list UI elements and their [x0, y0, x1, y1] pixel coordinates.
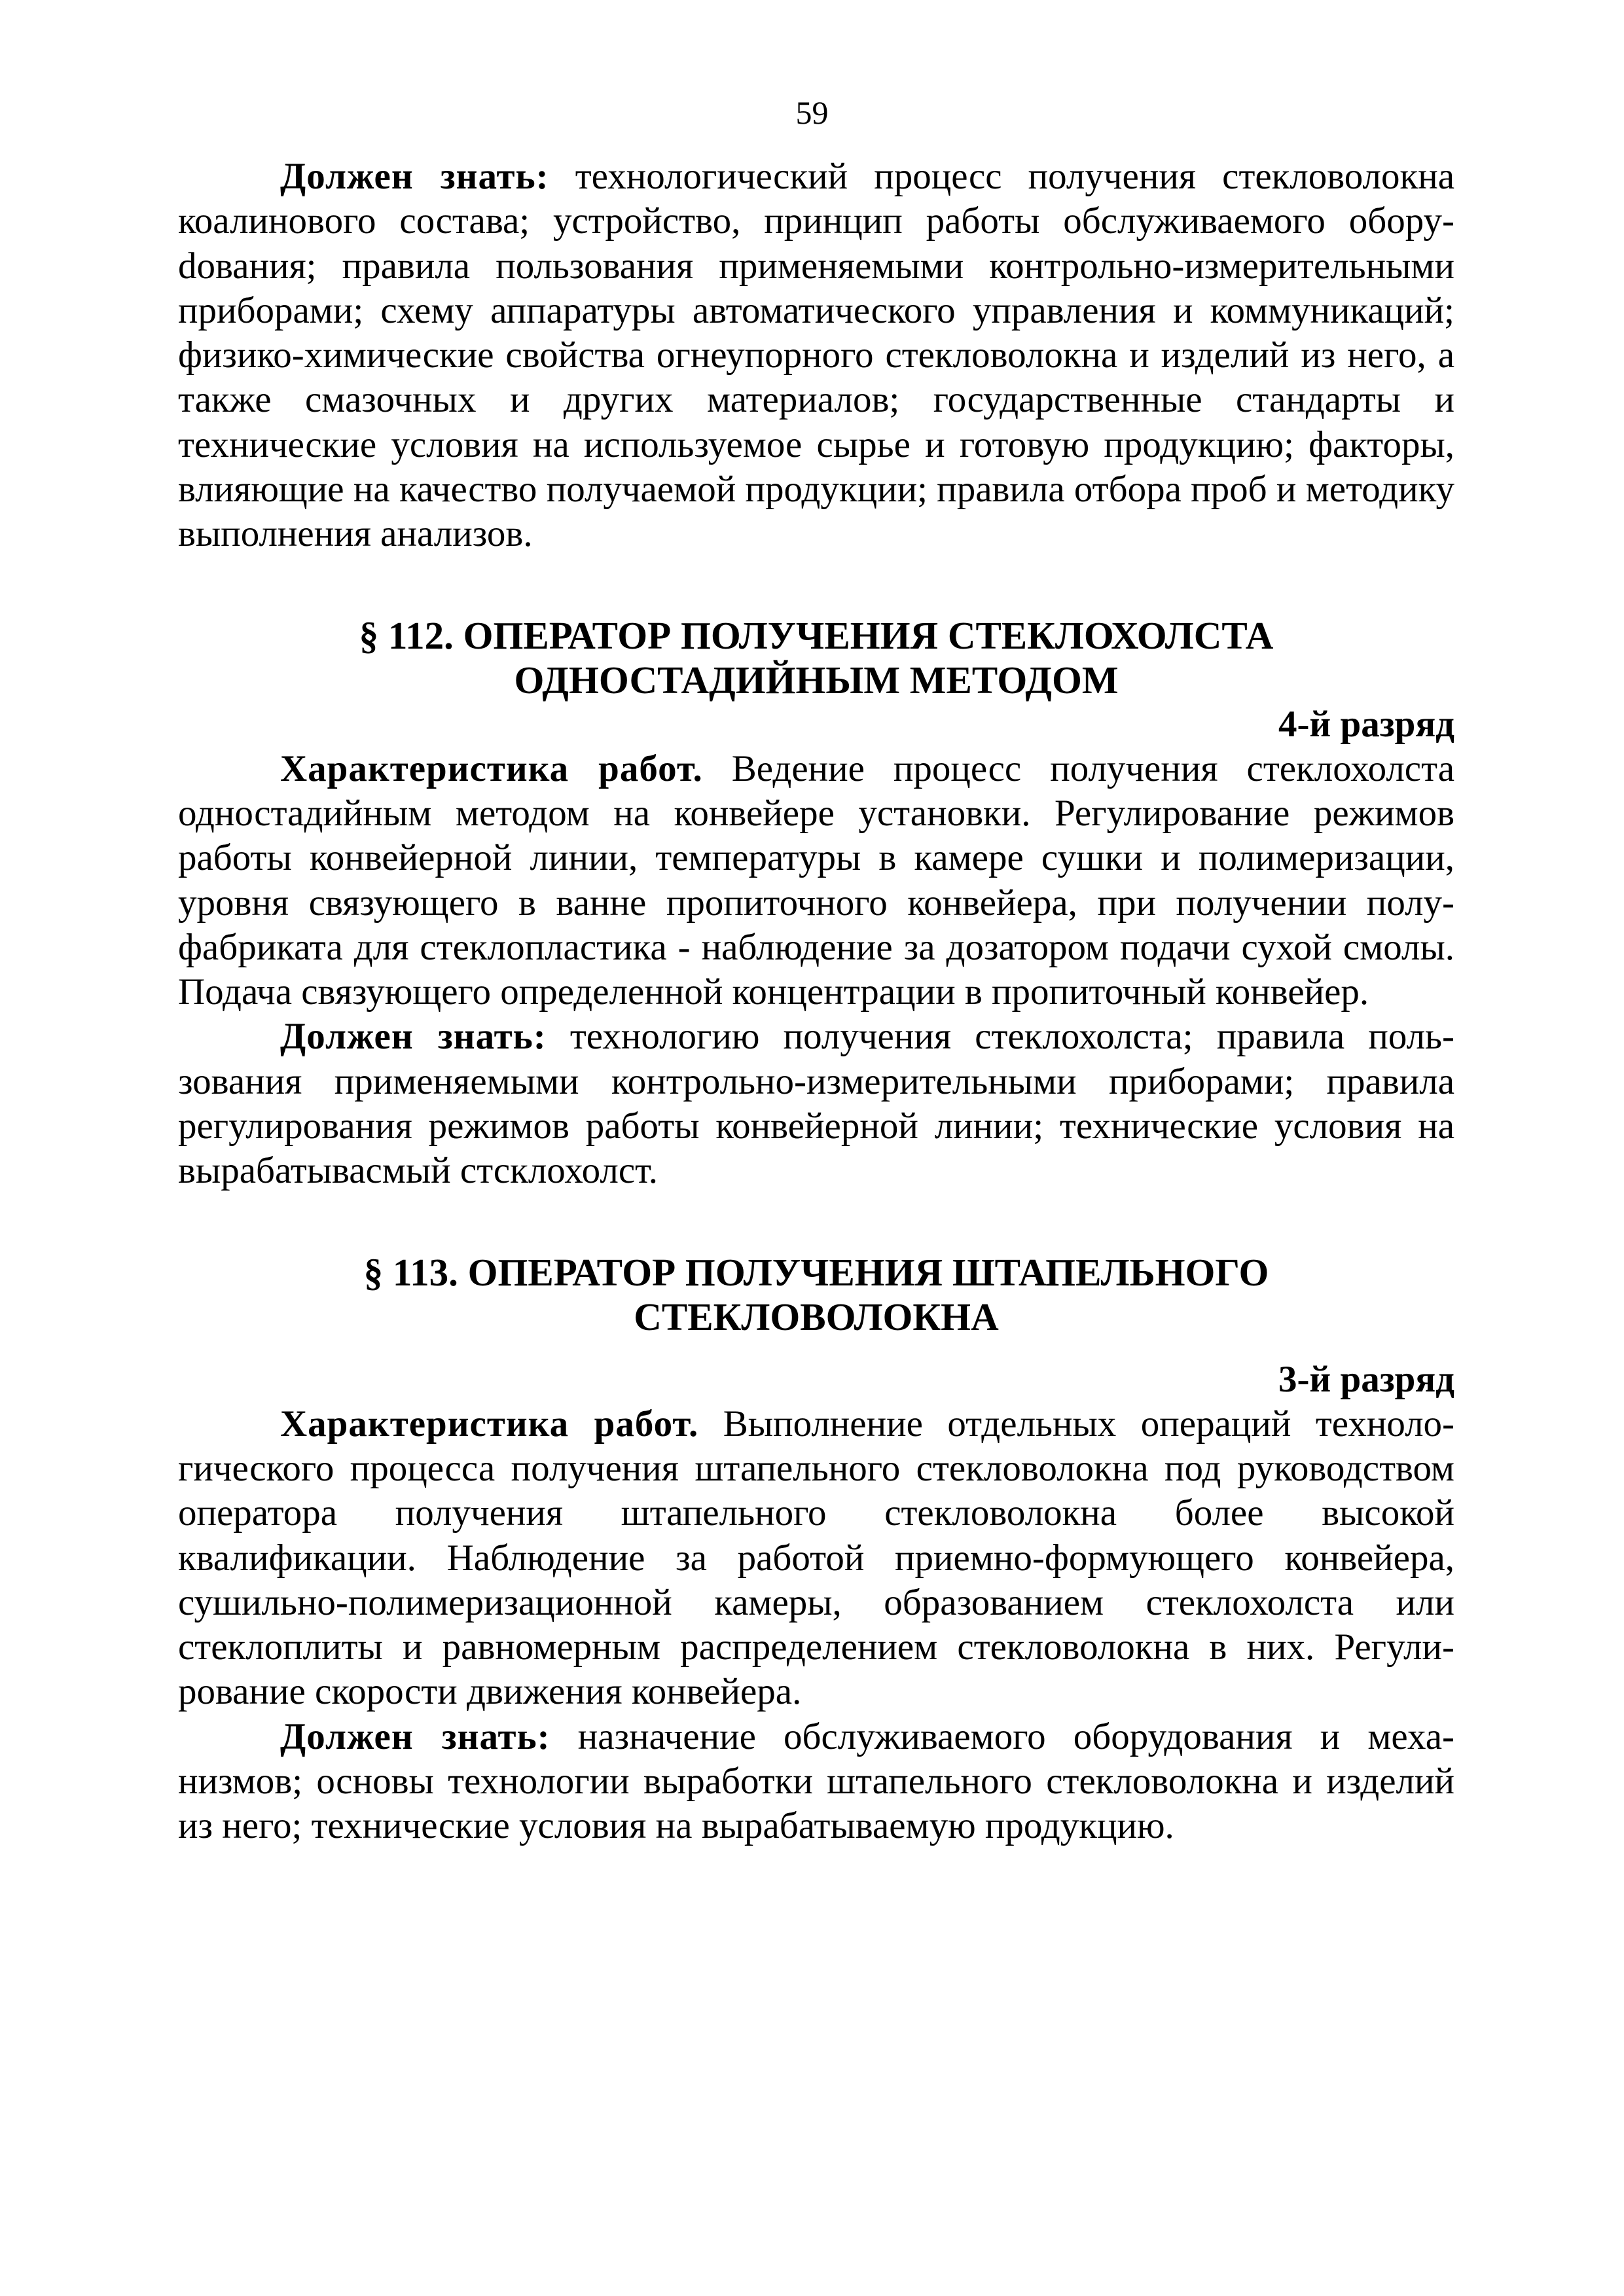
intro-text: технологический процесс получения стекловолокна коалинового состава; устройство, принцип работы обслуживаемого оборуdования; правила пользования применяемыми контрольно-измерительными приборами; схему аппаратуры автоматического управления и коммуникаций; физико-химические свойства огнеупорного стекловолокна и изделий из него, а также смазочных и других материалов; государственные стандарты и технические условия на используемое сырье и готовую продукцию; факторы, влияющие на качество получаемой продукции; правила отбора проб и методику выполнения анализов. [178, 156, 1455, 555]
section-113-characteristic-lead: Характеристика работ. [280, 1403, 699, 1444]
section-113 [178, 1250, 1454, 1849]
grade-spacer [178, 1339, 1454, 1357]
section-spacer [178, 1194, 1454, 1250]
section-113-title-line2: СТЕКЛОВОЛОКНА [634, 1295, 999, 1338]
section-113-title [178, 1250, 1454, 1339]
page-content [178, 154, 1454, 1849]
section-113-characteristic [178, 1402, 1454, 1715]
section-112-title-line2: ОДНОСТАДИЙНЫМ МЕТОДОМ [514, 658, 1119, 702]
section-113-knowledge-text: назначение обслуживаемого оборудования и механизмов; основы технологии выработки штапельного стекловолокна и изделий из него; технические условия на вырабатываемую продукцию. [178, 1715, 1454, 1847]
section-112-characteristic-text: Ведение процесс получения стеклохолста одностадийным методом на конвейере установки. Регулирование режимов работы конвейерной линии, температуры в камере сушки и полимеризации, уровня связующего в ванне пропиточного конвейера, при получении полуфабриката для стеклопластика - наблюдение за дозатором подачи сухой смолы. Подача связующего определенной концентрации в пропиточный конвейер. [178, 747, 1454, 1013]
page-number: 59 [795, 94, 829, 131]
section-113-title-line1: § 113. ОПЕРАТОР ПОЛУЧЕНИЯ ШТАПЕЛЬНОГО [363, 1250, 1269, 1294]
intro-lead: Должен знать: [280, 156, 549, 197]
section-113-characteristic-text: Выполнение отдельных операций технологического процесса получения штапельного стекловолокна под руководством оператора получения штапельного стекловолокна более высокой квалификации. Наблюдение за работой приемно-формующего конвейера, сушильно-полимеризационной камеры, образованием стеклохолста или стеклоплиты и равномерным распределением стекловолокна в них. Регулирование скорости движения конвейера. [178, 1403, 1454, 1713]
section-112 [178, 613, 1454, 1194]
section-112-title-line1: § 112. ОПЕРАТОР ПОЛУЧЕНИЯ СТЕКЛОХОЛСТА [359, 613, 1274, 657]
section-112-knowledge-text: технологию получения стеклохолста; правила пользования применяемыми контрольно-измерительными приборами; правила регулирования режимов работы конвейерной линии; технические условия на вырабатывасмый стсклохолст. [178, 1016, 1454, 1192]
section-spacer [178, 557, 1454, 613]
section-113-knowledge [178, 1715, 1454, 1849]
section-112-characteristic-lead: Характеристика работ. [280, 747, 703, 789]
section-112-knowledge-lead: Должен знать: [280, 1016, 547, 1058]
section-112-characteristic [178, 747, 1454, 1015]
intro-paragraph [178, 154, 1454, 557]
section-113-knowledge-lead: Должен знать: [280, 1715, 550, 1757]
section-113-grade: 3-й разряд [1278, 1358, 1454, 1400]
section-112-grade: 4-й разряд [1278, 703, 1454, 745]
section-112-title [178, 613, 1454, 702]
section-112-knowledge [178, 1014, 1454, 1193]
